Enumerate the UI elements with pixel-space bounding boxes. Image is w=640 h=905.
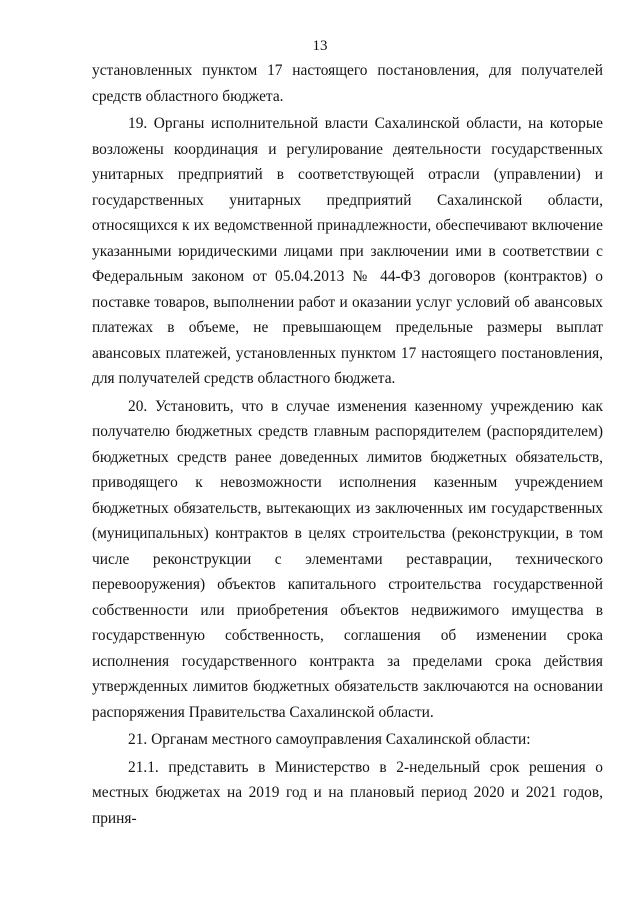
- paragraph-continuation: установленных пунктом 17 настоящего постановления, для получателей средств областного бюджета.: [92, 62, 603, 105]
- paragraph-21-1: 21.1. представить в Министерство в 2-недельный срок решения о местных бюджетах на 2019 год и на плановый период 2020 и 2021 годов, приня-: [92, 758, 603, 827]
- paragraph-19: 19. Органы исполнительной власти Сахалинской области, на которые возложены координация и регулирование деятельности государственных унитарных предприятий в соответствующей отрасли (управлении) и государственных унитарных предприятий Сахалинской области, относящихся к их ведомственной принадлежности, обеспечивают включение указанными юридическими лицами при заключении ими в соответствии с Федеральным законом от 05.04.2013 № 44-ФЗ договоров (контрактов) о поставке товаров, выполнении работ и оказании услуг условий об авансовых платежах в объеме, не превышающем предельные размеры выплат авансовых платежей, установленных пунктом 17 настоящего постановления, для получателей средств областного бюджета.: [92, 115, 603, 387]
- page-number: 13: [312, 38, 328, 54]
- document-body: [92, 58, 603, 833]
- paragraph-21: 21. Органам местного самоуправления Сахалинской области:: [128, 731, 531, 748]
- paragraph-20: 20. Установить, что в случае изменения казенному учреждению как получателю бюджетных средств главным распорядителем (распорядителем) бюджетных средств ранее доведенных лимитов бюджетных обязательств, приводящего к невозможности исполнения казенным учреждением бюджетных обязательств, вытекающих из заключенных им государственных (муниципальных) контрактов в целях строительства (реконструкции, в том числе реконструкции с элементами реставрации, технического перевооружения) объектов капитального строительства государственной собственности или приобретения объектов недвижимого имущества в государственную собственность, соглашения об изменении срока исполнения государственного контракта за пределами срока действия утвержденных лимитов бюджетных обязательств заключаются на основании распоряжения Правительства Сахалинской области.: [92, 397, 603, 721]
